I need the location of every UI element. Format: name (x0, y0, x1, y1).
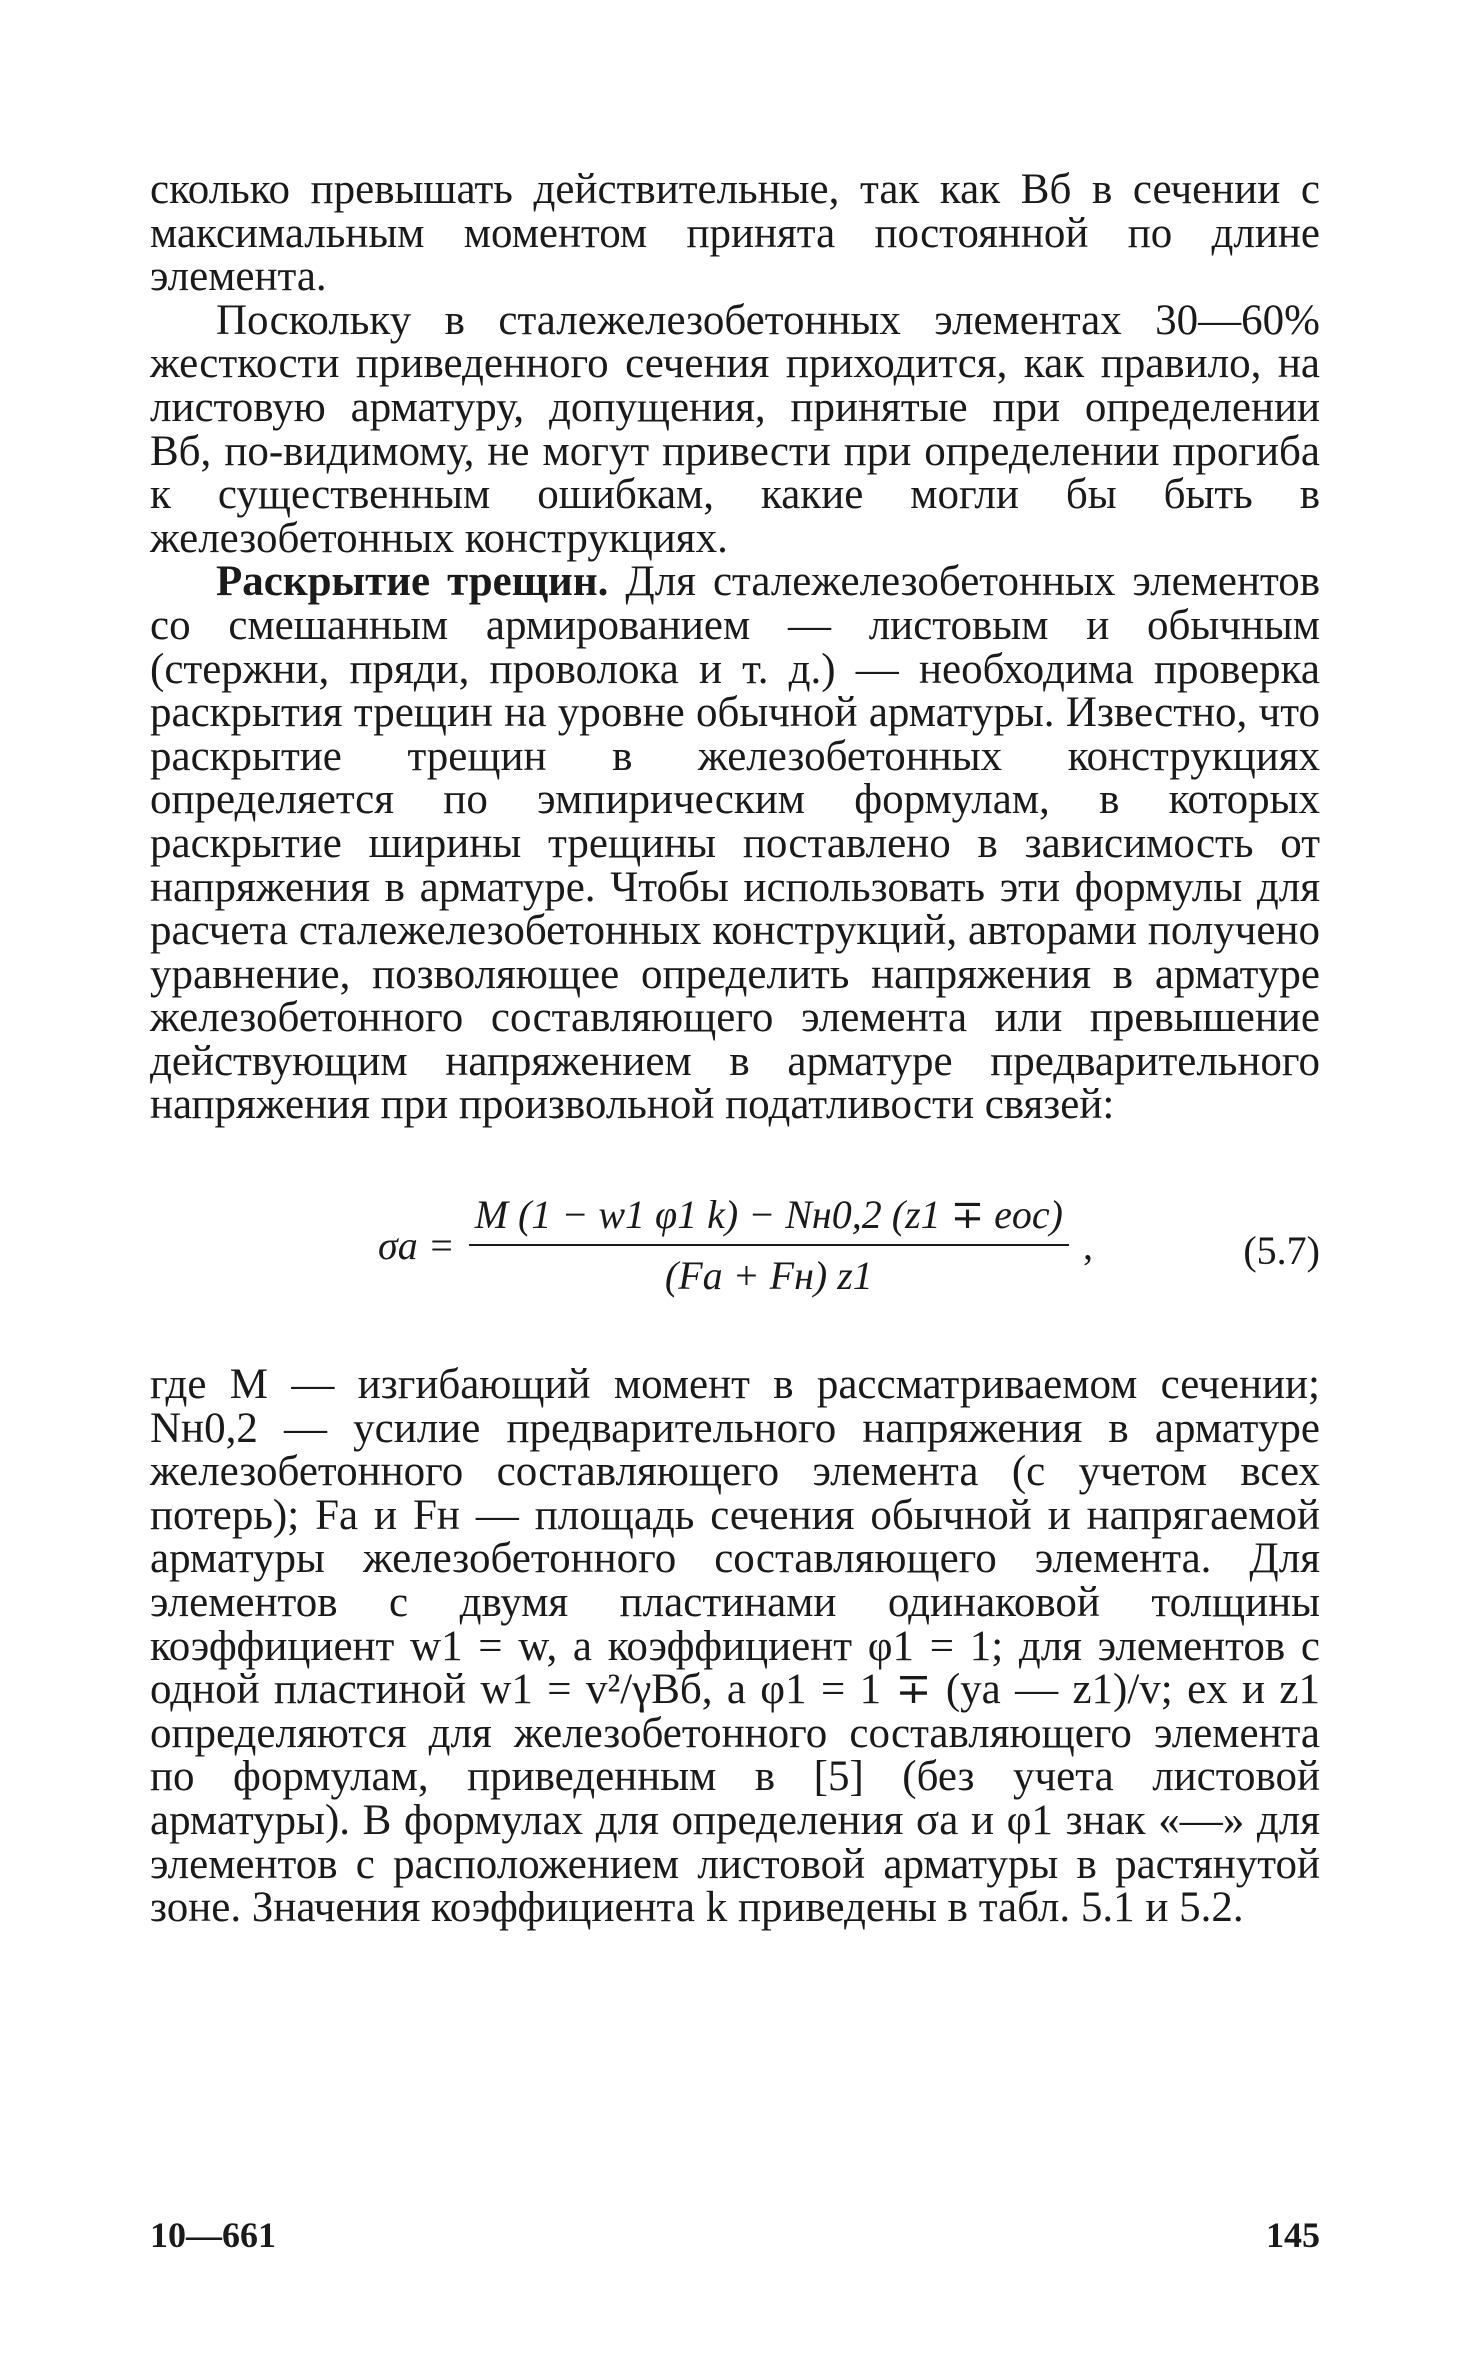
paragraph-2: Поскольку в сталежелезобетонных элементах 30—60% жесткости приведенного сечения приходится, как правило, на листовую арматуру, допущения, принятые при определении Bб, по-видимому, не могут привести при определении прогиба к существенным ошибкам, какие могли бы быть в железобетонных конструкциях. (150, 296, 1320, 562)
formula-5-7 (150, 1153, 1320, 1343)
printer-signature: 10—661 (150, 2215, 276, 2255)
formula-numerator: M (1 − w1 φ1 k) − Nн0,2 (z1 ∓ eос) (469, 1191, 1069, 1246)
paragraph-1: сколько превышать действительные, так как Bб в сечении с максимальным моментом принята постоянной по длине элемента. (150, 166, 1320, 301)
formula-denominator: (Fа + Fн) z1 (664, 1253, 873, 1299)
formula-lhs: σа = (378, 1222, 455, 1268)
formula-fraction (469, 1191, 1069, 1299)
paragraph-3-text: Для сталежелезобетонных элементов со смешанным армированием — листовым и обычным (стержни, пряди, проволока и т. д.) — необходима проверка раскрытия трещин на уровне обычной арматуры. Известно, что раскрытие трещин в железобетонных конструкциях определяется по эмпирическим формулам, в которых раскрытие ширины трещины поставлено в зависимость от напряжения в арматуре. Чтобы использовать эти формулы для расчета сталежелезобетонных конструкций, авторами получено уравнение, позволяющее определить напряжения в арматуре железобетонного составляющего элемента или превышение действующим напряжением в арматуре предварительного напряжения при произвольной податливости связей: (150, 558, 1320, 1129)
page-number: 145 (1266, 2215, 1320, 2255)
section-heading-crack-opening: Раскрытие трещин. (216, 558, 609, 606)
formula-comma: , (1082, 1222, 1093, 1268)
equation-number: (5.7) (1243, 1228, 1320, 1274)
formula-expression (378, 1191, 1093, 1299)
page-body (150, 168, 1320, 1930)
paragraph-3 (150, 560, 1320, 1127)
paragraph-4: где M — изгибающий момент в рассматриваемом сечении; Nн0,2 — усилие предварительного напряжения в арматуре железобетонного составляющего элемента (с учетом всех потерь); Fа и Fн — площадь сечения обычной и напрягаемой арматуры железобетонного составляющего элемента. Для элементов с двумя пластинами одинаковой толщины коэффициент w1 = w, а коэффициент φ1 = 1; для элементов с одной пластиной w1 = v²/γBб, а φ1 = 1 ∓ (yа — z1)/v; ex и z1 определяются для железобетонного составляющего элемента по формулам, приведенным в [5] (без учета листовой арматуры). В формулах для определения σа и φ1 знак «—» для элементов с расположением листовой арматуры в растянутой зоне. Значения коэффициента k приведены в табл. 5.1 и 5.2. (150, 1361, 1320, 1932)
